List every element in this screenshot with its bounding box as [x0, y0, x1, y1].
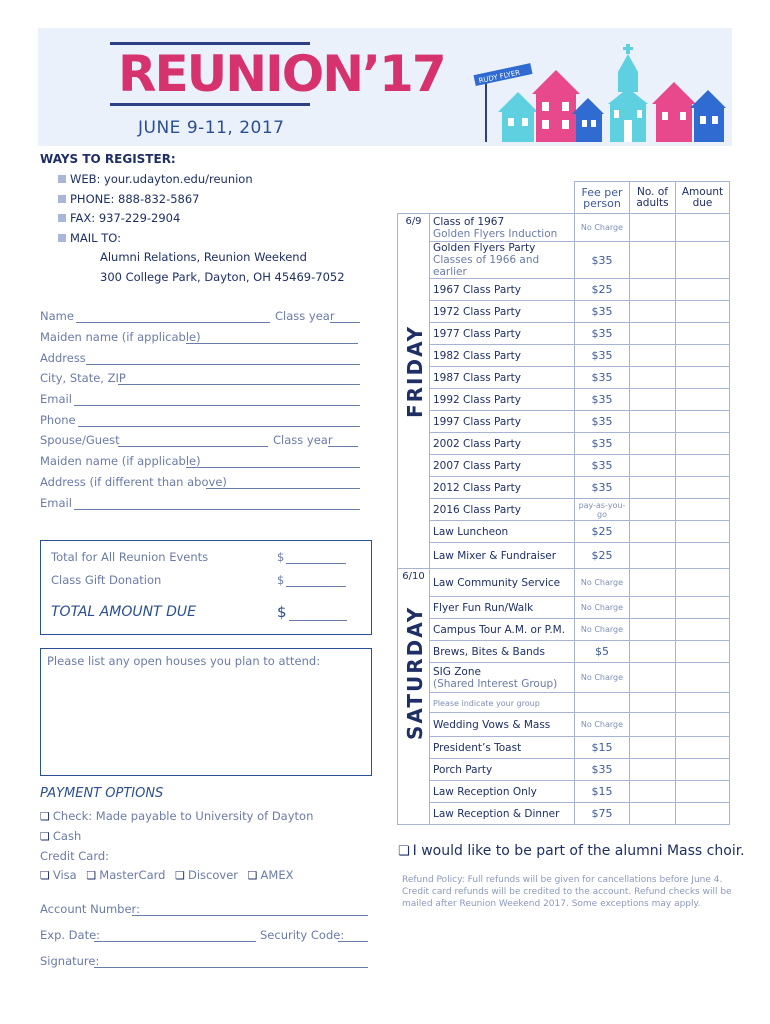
table-row: [398, 569, 730, 597]
adults-input-cell[interactable]: [630, 569, 676, 597]
event-name-cell: [430, 345, 575, 367]
amount-input-cell[interactable]: [676, 433, 730, 455]
amount-input-cell[interactable]: [676, 663, 730, 693]
mail-address-line2: 300 College Park, Dayton, OH 45469-7052: [100, 270, 345, 284]
amount-input-cell[interactable]: [676, 619, 730, 641]
event-name: Class of 1967: [433, 215, 505, 228]
amount-input-cell[interactable]: [676, 521, 730, 543]
amount-input-cell[interactable]: [676, 569, 730, 597]
adults-input-cell[interactable]: [630, 619, 676, 641]
adults-input-cell[interactable]: [630, 411, 676, 433]
signature-field[interactable]: [94, 967, 368, 968]
table-row: [398, 663, 730, 693]
event-name-cell: [430, 367, 575, 389]
amount-input-cell[interactable]: [676, 455, 730, 477]
event-name-cell: [430, 433, 575, 455]
event-name-cell: [430, 803, 575, 825]
city-state-zip-field[interactable]: [118, 384, 360, 385]
total-events-dollar: $: [277, 550, 285, 564]
adults-input-cell[interactable]: [630, 323, 676, 345]
event-name: President’s Toast: [433, 741, 522, 754]
fee-cell: $35: [575, 411, 630, 433]
fee-cell: $35: [575, 323, 630, 345]
email-label: Email: [40, 392, 72, 406]
total-amount-due-label: TOTAL AMOUNT DUE: [51, 604, 196, 620]
totals-box: [40, 540, 372, 635]
fee-cell: $35: [575, 242, 630, 279]
event-name: 1997 Class Party: [433, 415, 521, 428]
open-houses-prompt: Please list any open houses you plan to attend:: [47, 654, 321, 668]
bullet-icon: [58, 175, 66, 183]
table-row: [398, 499, 730, 521]
gift-donation-label: Class Gift Donation: [51, 573, 162, 587]
amount-input-cell[interactable]: [676, 411, 730, 433]
account-number-label: Account Number:: [40, 902, 140, 916]
table-row: [398, 279, 730, 301]
table-row: [398, 759, 730, 781]
spouse-address-label: Address (if different than above): [40, 475, 227, 489]
adults-input-cell[interactable]: [630, 543, 676, 569]
exp-date-field[interactable]: [94, 941, 256, 942]
event-name-cell: [430, 641, 575, 663]
adults-input-cell[interactable]: [630, 521, 676, 543]
fee-cell: $15: [575, 781, 630, 803]
adults-input-cell[interactable]: [630, 641, 676, 663]
header-spacer: [430, 182, 575, 214]
event-name: 1977 Class Party: [433, 327, 521, 340]
fee-cell: $35: [575, 345, 630, 367]
amount-input-cell[interactable]: [676, 477, 730, 499]
account-number-field[interactable]: [132, 915, 368, 916]
amount-header: Amount due: [676, 182, 730, 214]
event-name: SIG Zone: [433, 665, 481, 678]
table-row: [398, 713, 730, 737]
table-row: [398, 521, 730, 543]
event-name: Brews, Bites & Bands: [433, 645, 545, 658]
fee-cell: No Charge: [575, 663, 630, 693]
adults-input-cell[interactable]: [630, 455, 676, 477]
total-due-dollar: $: [277, 603, 287, 621]
adults-input-cell[interactable]: [630, 477, 676, 499]
amount-input-cell[interactable]: [676, 214, 730, 242]
exp-date-label: Exp. Date:: [40, 928, 101, 942]
security-code-field[interactable]: [338, 941, 368, 942]
event-name-cell: [430, 713, 575, 737]
signature-label: Signature:: [40, 954, 100, 968]
fee-cell: $35: [575, 433, 630, 455]
maiden-name-label: Maiden name (if applicable): [40, 330, 201, 344]
table-row: [398, 433, 730, 455]
event-name: Law Reception & Dinner: [433, 807, 560, 820]
event-name-cell: [430, 521, 575, 543]
event-name-cell: [430, 543, 575, 569]
spouse-guest-field[interactable]: [118, 446, 268, 447]
fee-cell: $15: [575, 737, 630, 759]
choir-option[interactable]: [398, 843, 745, 859]
spouse-address-field[interactable]: [206, 488, 360, 489]
table-row: [398, 619, 730, 641]
fee-cell: No Charge: [575, 569, 630, 597]
spouse-maiden-name-label: Maiden name (if applicable): [40, 454, 201, 468]
amount-input-cell[interactable]: [676, 389, 730, 411]
event-name-cell: [430, 781, 575, 803]
adults-input-cell[interactable]: [630, 301, 676, 323]
register-mail-text: MAIL TO:: [70, 231, 121, 245]
amount-input-cell[interactable]: [676, 597, 730, 619]
adults-input-cell[interactable]: [630, 242, 676, 279]
spouse-email-label: Email: [40, 496, 72, 510]
adults-input-cell[interactable]: [630, 737, 676, 759]
amex-option-label: AMEX: [260, 868, 294, 882]
event-name-cell: [430, 389, 575, 411]
table-row: [398, 455, 730, 477]
event-name: 1987 Class Party: [433, 371, 521, 384]
spouse-class-year-label: Class year: [273, 433, 333, 447]
total-events-label: Total for All Reunion Events: [51, 550, 209, 564]
event-name-cell: [430, 411, 575, 433]
ways-to-register-title: WAYS TO REGISTER:: [40, 152, 176, 166]
adults-input-cell[interactable]: [630, 279, 676, 301]
event-subtitle: Classes of 1966 and earlier: [433, 254, 540, 278]
name-label: Name: [40, 309, 74, 323]
total-amount-due-field[interactable]: [289, 620, 347, 621]
fee-cell: [575, 693, 630, 713]
spouse-email-field[interactable]: [74, 509, 360, 510]
amount-input-cell[interactable]: [676, 737, 730, 759]
cash-option-label: Cash: [52, 829, 82, 843]
event-name-cell: [430, 455, 575, 477]
register-phone-text: PHONE: 888-832-5867: [70, 192, 200, 206]
table-row: [398, 641, 730, 663]
payment-options-title: PAYMENT OPTIONS: [40, 786, 164, 801]
fee-cell: $5: [575, 641, 630, 663]
address-field[interactable]: [86, 364, 360, 365]
event-name: 1972 Class Party: [433, 305, 521, 318]
fee-cell: $35: [575, 477, 630, 499]
event-name: Law Mixer & Fundraiser: [433, 549, 557, 562]
adults-input-cell[interactable]: [630, 693, 676, 713]
table-row: [398, 323, 730, 345]
adults-header: No. of adults: [630, 182, 676, 214]
class-year-field[interactable]: [330, 322, 360, 323]
table-row: [398, 477, 730, 499]
table-row: [398, 543, 730, 569]
event-name-cell: [430, 597, 575, 619]
table-row: [398, 367, 730, 389]
amount-input-cell[interactable]: [676, 242, 730, 279]
register-web: [58, 172, 253, 186]
event-name-cell: [430, 619, 575, 641]
amount-input-cell[interactable]: [676, 323, 730, 345]
fee-cell: $25: [575, 543, 630, 569]
table-row: [398, 301, 730, 323]
adults-input-cell[interactable]: [630, 367, 676, 389]
spouse-maiden-name-field[interactable]: [186, 467, 360, 468]
total-events-field[interactable]: [286, 563, 346, 564]
table-row: [398, 597, 730, 619]
checkbox-icon[interactable]: ❏: [40, 830, 50, 843]
header-spacer: [398, 182, 430, 214]
adults-input-cell[interactable]: [630, 663, 676, 693]
fee-cell: $75: [575, 803, 630, 825]
reunion-logo: REUNION’17: [118, 45, 445, 103]
check-option[interactable]: [40, 809, 313, 823]
event-name: Law Luncheon: [433, 525, 509, 538]
event-name: 1982 Class Party: [433, 349, 521, 362]
checkbox-icon[interactable]: ❏: [247, 869, 258, 882]
adults-input-cell[interactable]: [630, 713, 676, 737]
phone-label: Phone: [40, 413, 76, 427]
checkbox-icon[interactable]: ❏: [40, 869, 50, 882]
event-name-cell: [430, 301, 575, 323]
adults-input-cell[interactable]: [630, 759, 676, 781]
event-name: 1992 Class Party: [433, 393, 521, 406]
fee-cell: $35: [575, 301, 630, 323]
discover-option-label: Discover: [187, 868, 238, 882]
houses-illustration-icon: [438, 32, 728, 144]
events-table: [397, 181, 730, 825]
maiden-name-field[interactable]: [186, 343, 358, 344]
event-name: 2007 Class Party: [433, 459, 521, 472]
bullet-icon: [58, 214, 66, 222]
table-row: [398, 345, 730, 367]
checkbox-icon[interactable]: ❏: [40, 810, 50, 823]
event-name: 2002 Class Party: [433, 437, 521, 450]
event-name: Flyer Fun Run/Walk: [433, 601, 534, 614]
phone-field[interactable]: [78, 426, 360, 427]
amount-input-cell[interactable]: [676, 803, 730, 825]
spouse-class-year-field[interactable]: [328, 446, 358, 447]
spouse-guest-label: Spouse/Guest: [40, 433, 120, 447]
address-label: Address: [40, 351, 86, 365]
event-subtitle: (Shared Interest Group): [433, 677, 558, 690]
name-field[interactable]: [76, 322, 270, 323]
adults-input-cell[interactable]: [630, 433, 676, 455]
fee-cell: $35: [575, 389, 630, 411]
sat-date-cell: 6/10: [398, 569, 430, 825]
register-mail: [58, 231, 121, 245]
street-sign-text: RUDY FLYER: [478, 68, 521, 86]
checkbox-icon[interactable]: ❏: [86, 869, 97, 882]
checkbox-icon[interactable]: ❏: [398, 844, 410, 859]
amount-input-cell[interactable]: [676, 345, 730, 367]
amount-input-cell[interactable]: [676, 641, 730, 663]
amount-input-cell[interactable]: [676, 543, 730, 569]
check-option-label: Check: Made payable to University of Dayton: [52, 809, 314, 823]
event-name: Golden Flyers Party: [433, 242, 536, 254]
cash-option[interactable]: [40, 829, 81, 843]
fee-cell: $25: [575, 279, 630, 301]
adults-input-cell[interactable]: [630, 499, 676, 521]
event-name: Wedding Vows & Mass: [433, 718, 551, 731]
amount-input-cell[interactable]: [676, 693, 730, 713]
fee-cell: $35: [575, 455, 630, 477]
event-name: Porch Party: [433, 763, 493, 776]
event-name: 2012 Class Party: [433, 481, 521, 494]
event-name-cell: [430, 737, 575, 759]
adults-input-cell[interactable]: [630, 345, 676, 367]
register-web-text: WEB: your.udayton.edu/reunion: [70, 172, 253, 186]
event-name-cell: [430, 279, 575, 301]
amount-input-cell[interactable]: [676, 713, 730, 737]
event-name-cell: [430, 477, 575, 499]
fee-cell: No Charge: [575, 597, 630, 619]
table-row: [398, 214, 730, 242]
event-name: 1967 Class Party: [433, 283, 521, 296]
table-row: [398, 781, 730, 803]
fee-cell: $35: [575, 759, 630, 781]
event-name: Campus Tour A.M. or P.M.: [433, 623, 566, 636]
bullet-icon: [58, 234, 66, 242]
table-row: [398, 803, 730, 825]
fee-cell: No Charge: [575, 619, 630, 641]
register-phone: [58, 192, 200, 206]
open-houses-box[interactable]: [40, 648, 372, 776]
gift-dollar: $: [277, 573, 285, 587]
event-name-cell: [430, 242, 575, 279]
register-fax: [58, 211, 180, 225]
gift-donation-field[interactable]: [286, 586, 346, 587]
event-name-cell: [430, 759, 575, 781]
fee-cell: pay-as-you-go: [575, 499, 630, 521]
email-field[interactable]: [74, 405, 360, 406]
event-name-cell: [430, 499, 575, 521]
saturday-label: SATURDAY: [403, 605, 427, 740]
checkbox-icon[interactable]: ❏: [175, 869, 185, 882]
event-name: Law Community Service: [433, 576, 561, 589]
mail-address-line1: Alumni Relations, Reunion Weekend: [100, 250, 307, 264]
city-state-zip-label: City, State, ZIP: [40, 371, 126, 385]
refund-policy: Refund Policy: Full refunds will be given for cancellations before June 4. Credit card refunds will be credited to the account. Refund checks will be mailed after Reunion Weekend 2017. Some exceptions may apply.: [402, 875, 732, 909]
table-row: [398, 737, 730, 759]
event-dates: JUNE 9-11, 2017: [138, 118, 285, 138]
friday-label: FRIDAY: [403, 324, 427, 418]
table-row: [398, 693, 730, 713]
adults-input-cell[interactable]: [630, 389, 676, 411]
fee-cell: $25: [575, 521, 630, 543]
header-banner: [38, 28, 732, 146]
amount-input-cell[interactable]: [676, 279, 730, 301]
amount-input-cell[interactable]: [676, 781, 730, 803]
credit-card-label: Credit Card:: [40, 849, 110, 863]
table-header-row: [398, 182, 730, 214]
event-name: Please indicate your group: [433, 698, 540, 708]
amount-input-cell[interactable]: [676, 759, 730, 781]
security-code-label: Security Code:: [260, 928, 345, 942]
fee-cell: $35: [575, 367, 630, 389]
card-type-options: [40, 868, 293, 882]
register-fax-text: FAX: 937-229-2904: [70, 211, 181, 225]
event-name-cell: [430, 323, 575, 345]
table-row: [398, 389, 730, 411]
event-name-cell: [430, 663, 575, 693]
event-name-cell: [430, 214, 575, 242]
adults-input-cell[interactable]: [630, 803, 676, 825]
event-name-cell: [430, 693, 575, 713]
bullet-icon: [58, 195, 66, 203]
table-row: [398, 242, 730, 279]
event-name: 2016 Class Party: [433, 503, 521, 516]
choir-option-label: I would like to be part of the alumni Mass choir.: [412, 843, 745, 859]
fri-date-cell: 6/9: [398, 214, 430, 569]
event-name: Law Reception Only: [433, 785, 537, 798]
fee-cell: No Charge: [575, 214, 630, 242]
adults-input-cell[interactable]: [630, 214, 676, 242]
mastercard-option-label: MasterCard: [99, 868, 166, 882]
amount-input-cell[interactable]: [676, 499, 730, 521]
adults-input-cell[interactable]: [630, 597, 676, 619]
fee-header: Fee per person: [575, 182, 630, 214]
amount-input-cell[interactable]: [676, 367, 730, 389]
class-year-label: Class year: [275, 309, 335, 323]
visa-option-label: Visa: [52, 868, 77, 882]
event-subtitle: Golden Flyers Induction: [433, 227, 558, 240]
table-row: [398, 411, 730, 433]
event-name-cell: [430, 569, 575, 597]
fee-cell: No Charge: [575, 713, 630, 737]
amount-input-cell[interactable]: [676, 301, 730, 323]
adults-input-cell[interactable]: [630, 781, 676, 803]
